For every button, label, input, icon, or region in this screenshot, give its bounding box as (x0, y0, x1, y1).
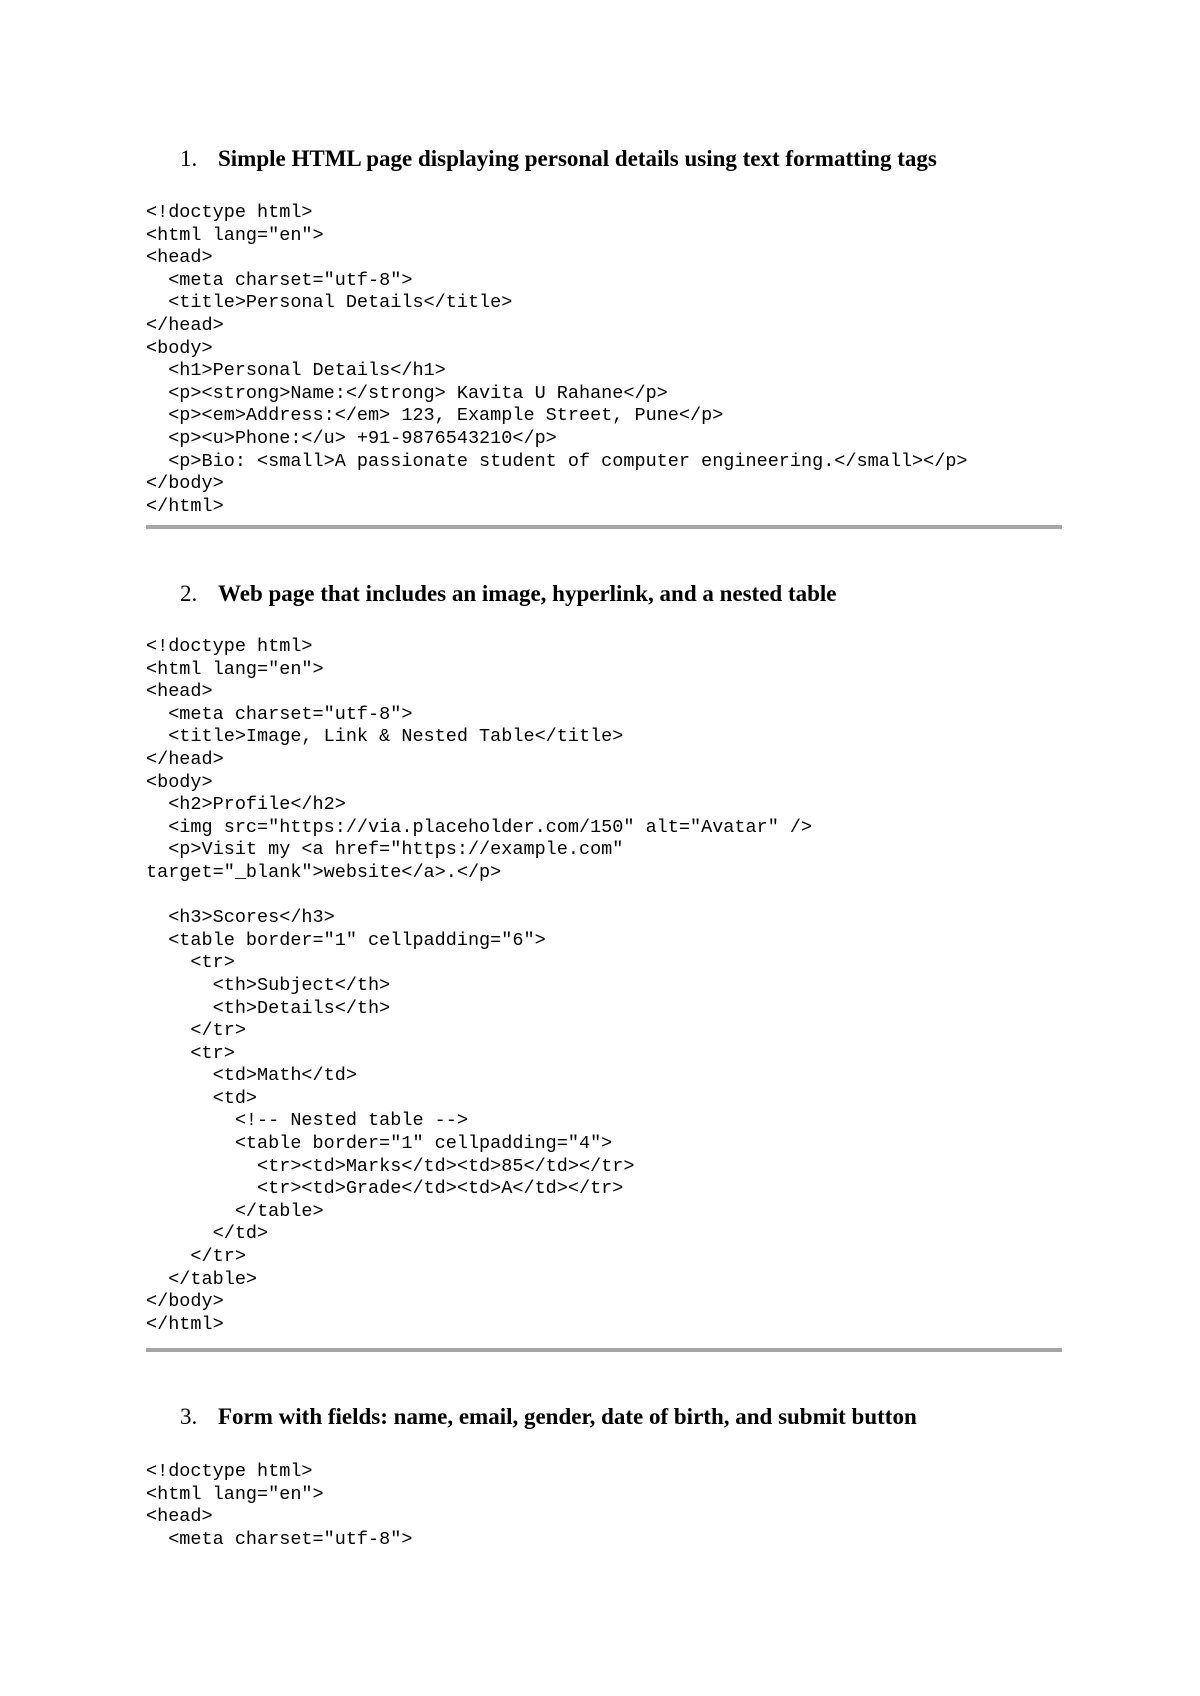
section-2-title: Web page that includes an image, hyperlink, and a nested table (218, 581, 837, 606)
section-1-title: Simple HTML page displaying personal details using text formatting tags (218, 146, 937, 171)
section-1-number: 1. (180, 146, 198, 171)
section-3-code-block: <!doctype html> <html lang="en"> <head> <meta charset="utf-8"> (146, 1461, 413, 1550)
section-2-code-block: <!doctype html> <html lang="en"> <head> <meta charset="utf-8"> <title>Image, Link & Nested Table</title> </head> <body> <h2>Profile</h2> <img src="https://via.placeholder.com/150" alt="Avatar" /> <p>Visit my <a href="https://example.com" target="_blank">website</a>.</p> <h3>Scores</h3> <table border="1" cellpadding="6"> <tr> <th>Subject</th> <th>Details</th> </tr> <tr> <td>Math</td> <td> <!-- Nested table --> <table border="1" cellpadding="4"> <tr><td>Marks</td><td>85</td></tr> <tr><td>Grade</td><td>A</td></tr> </table> </td> </tr> </table> </body> </html> (146, 636, 813, 1335)
section-3-heading (180, 1404, 917, 1430)
section-2-number: 2. (180, 581, 198, 606)
section-1-heading (180, 146, 937, 172)
section-3-number: 3. (180, 1404, 198, 1429)
section-3-title: Form with fields: name, email, gender, date of birth, and submit button (218, 1404, 917, 1429)
section-1-code-block: <!doctype html> <html lang="en"> <head> <meta charset="utf-8"> <title>Personal Details</title> </head> <body> <h1>Personal Details</h1> <p><strong>Name:</strong> Kavita U Rahane</p> <p><em>Address:</em> 123, Example Street, Pune</p> <p><u>Phone:</u> +91-9876543210</p> <p>Bio: <small>A passionate student of computer engineering.</small></p> </body> </html> (146, 202, 968, 517)
section-2-divider (146, 1348, 1062, 1352)
section-2-heading (180, 581, 837, 607)
section-1-divider (146, 525, 1062, 529)
